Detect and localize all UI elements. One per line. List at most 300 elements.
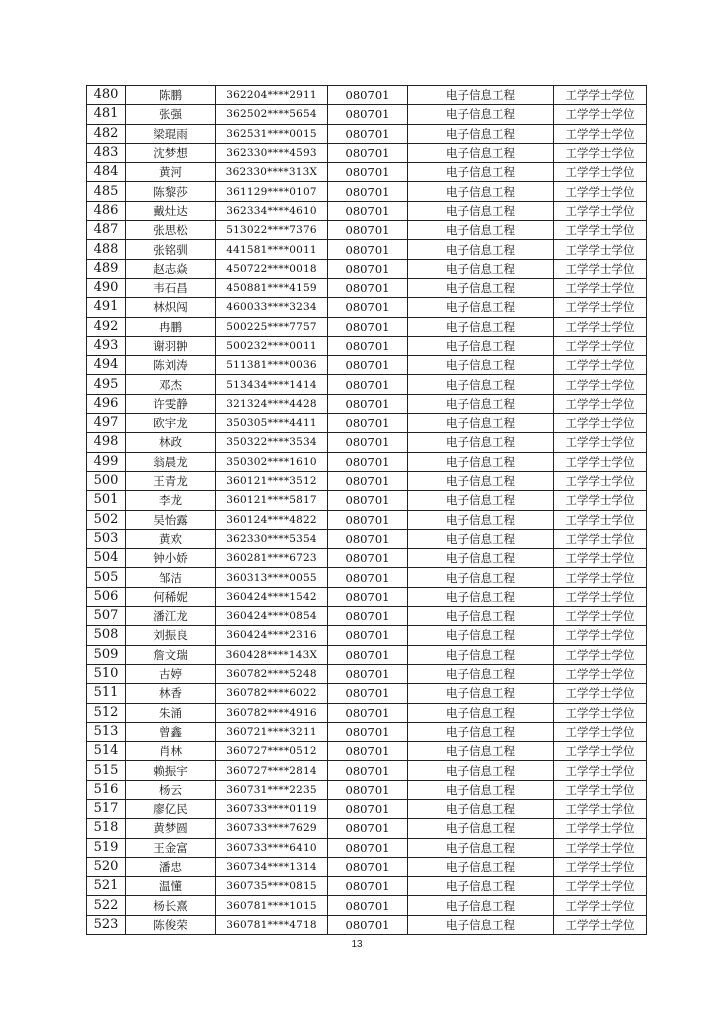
table-body xyxy=(87,86,647,935)
id-number: 362330****313X xyxy=(216,163,328,182)
degree-type: 工学学士学位 xyxy=(554,510,647,529)
student-name: 沈梦想 xyxy=(126,143,216,162)
table-row xyxy=(87,394,647,413)
row-number: 491 xyxy=(87,298,126,317)
major-name: 电子信息工程 xyxy=(408,414,554,433)
table-row xyxy=(87,336,647,355)
row-number: 498 xyxy=(87,433,126,452)
major-name: 电子信息工程 xyxy=(408,780,554,799)
table-row xyxy=(87,896,647,915)
table-row xyxy=(87,221,647,240)
table-row xyxy=(87,742,647,761)
table-row xyxy=(87,799,647,818)
degree-type: 工学学士学位 xyxy=(554,626,647,645)
table-row xyxy=(87,838,647,857)
major-name: 电子信息工程 xyxy=(408,433,554,452)
major-name: 电子信息工程 xyxy=(408,201,554,220)
degree-type: 工学学士学位 xyxy=(554,356,647,375)
major-code: 080701 xyxy=(328,607,408,626)
row-number: 486 xyxy=(87,201,126,220)
row-number: 483 xyxy=(87,143,126,162)
degree-type: 工学学士学位 xyxy=(554,780,647,799)
student-name: 赵志焱 xyxy=(126,259,216,278)
id-number: 350322****3534 xyxy=(216,433,328,452)
student-name: 廖亿民 xyxy=(126,799,216,818)
student-name: 梁琨雨 xyxy=(126,124,216,143)
major-code: 080701 xyxy=(328,201,408,220)
student-name: 张铭驯 xyxy=(126,240,216,259)
major-code: 080701 xyxy=(328,182,408,201)
degree-type: 工学学士学位 xyxy=(554,278,647,297)
student-name: 黄欢 xyxy=(126,529,216,548)
table-row xyxy=(87,645,647,664)
degree-type: 工学学士学位 xyxy=(554,684,647,703)
id-number: 350305****4411 xyxy=(216,414,328,433)
id-number: 362502****5654 xyxy=(216,105,328,124)
major-code: 080701 xyxy=(328,298,408,317)
table-row xyxy=(87,587,647,606)
student-name: 杨云 xyxy=(126,780,216,799)
row-number: 505 xyxy=(87,568,126,587)
major-name: 电子信息工程 xyxy=(408,143,554,162)
student-name: 刘振良 xyxy=(126,626,216,645)
major-name: 电子信息工程 xyxy=(408,915,554,934)
major-name: 电子信息工程 xyxy=(408,664,554,683)
table-row xyxy=(87,317,647,336)
major-name: 电子信息工程 xyxy=(408,471,554,490)
row-number: 484 xyxy=(87,163,126,182)
id-number: 360727****0512 xyxy=(216,742,328,761)
major-code: 080701 xyxy=(328,761,408,780)
id-number: 360121****5817 xyxy=(216,491,328,510)
table-row xyxy=(87,626,647,645)
major-code: 080701 xyxy=(328,664,408,683)
table-row xyxy=(87,124,647,143)
major-code: 080701 xyxy=(328,915,408,934)
id-number: 360781****4718 xyxy=(216,915,328,934)
page-number: 13 xyxy=(351,939,363,950)
major-name: 电子信息工程 xyxy=(408,877,554,896)
major-code: 080701 xyxy=(328,684,408,703)
student-name: 温懂 xyxy=(126,877,216,896)
degree-type: 工学学士学位 xyxy=(554,664,647,683)
student-name: 冉鹏 xyxy=(126,317,216,336)
degree-type: 工学学士学位 xyxy=(554,221,647,240)
student-name: 钟小娇 xyxy=(126,549,216,568)
row-number: 499 xyxy=(87,452,126,471)
major-name: 电子信息工程 xyxy=(408,568,554,587)
id-number: 360424****0854 xyxy=(216,607,328,626)
major-code: 080701 xyxy=(328,877,408,896)
major-code: 080701 xyxy=(328,317,408,336)
row-number: 504 xyxy=(87,549,126,568)
row-number: 500 xyxy=(87,471,126,490)
student-name: 李龙 xyxy=(126,491,216,510)
row-number: 503 xyxy=(87,529,126,548)
degree-type: 工学学士学位 xyxy=(554,568,647,587)
degree-type: 工学学士学位 xyxy=(554,86,647,105)
major-name: 电子信息工程 xyxy=(408,896,554,915)
id-number: 500225****7757 xyxy=(216,317,328,336)
row-number: 492 xyxy=(87,317,126,336)
degree-type: 工学学士学位 xyxy=(554,201,647,220)
student-name: 潘江龙 xyxy=(126,607,216,626)
major-code: 080701 xyxy=(328,645,408,664)
id-number: 460033****3234 xyxy=(216,298,328,317)
table-row xyxy=(87,471,647,490)
row-number: 482 xyxy=(87,124,126,143)
major-code: 080701 xyxy=(328,587,408,606)
major-name: 电子信息工程 xyxy=(408,394,554,413)
major-name: 电子信息工程 xyxy=(408,182,554,201)
id-number: 450722****0018 xyxy=(216,259,328,278)
degree-type: 工学学士学位 xyxy=(554,471,647,490)
student-name: 张思松 xyxy=(126,221,216,240)
table-row xyxy=(87,529,647,548)
student-name: 赖振宇 xyxy=(126,761,216,780)
row-number: 523 xyxy=(87,915,126,934)
major-name: 电子信息工程 xyxy=(408,857,554,876)
major-name: 电子信息工程 xyxy=(408,298,554,317)
table-row xyxy=(87,278,647,297)
row-number: 515 xyxy=(87,761,126,780)
row-number: 506 xyxy=(87,587,126,606)
row-number: 508 xyxy=(87,626,126,645)
id-number: 360735****0815 xyxy=(216,877,328,896)
major-code: 080701 xyxy=(328,780,408,799)
student-name: 林香 xyxy=(126,684,216,703)
degree-type: 工学学士学位 xyxy=(554,259,647,278)
major-name: 电子信息工程 xyxy=(408,799,554,818)
table-row xyxy=(87,143,647,162)
major-code: 080701 xyxy=(328,86,408,105)
student-name: 欧宇龙 xyxy=(126,414,216,433)
major-name: 电子信息工程 xyxy=(408,549,554,568)
student-name: 肖林 xyxy=(126,742,216,761)
student-name: 陈刘涛 xyxy=(126,356,216,375)
degree-type: 工学学士学位 xyxy=(554,375,647,394)
major-code: 080701 xyxy=(328,568,408,587)
student-name: 陈黎莎 xyxy=(126,182,216,201)
row-number: 480 xyxy=(87,86,126,105)
degree-type: 工学学士学位 xyxy=(554,529,647,548)
student-name: 张强 xyxy=(126,105,216,124)
id-number: 361129****0107 xyxy=(216,182,328,201)
table-row xyxy=(87,877,647,896)
table-row xyxy=(87,684,647,703)
degree-type: 工学学士学位 xyxy=(554,549,647,568)
degree-type: 工学学士学位 xyxy=(554,896,647,915)
student-name: 朱涌 xyxy=(126,703,216,722)
student-name: 王青龙 xyxy=(126,471,216,490)
id-number: 362330****5354 xyxy=(216,529,328,548)
degree-type: 工学学士学位 xyxy=(554,491,647,510)
student-name: 邓杰 xyxy=(126,375,216,394)
id-number: 513022****7376 xyxy=(216,221,328,240)
major-code: 080701 xyxy=(328,626,408,645)
id-number: 450881****4159 xyxy=(216,278,328,297)
major-code: 080701 xyxy=(328,722,408,741)
degree-type: 工学学士学位 xyxy=(554,607,647,626)
degree-type: 工学学士学位 xyxy=(554,336,647,355)
row-number: 485 xyxy=(87,182,126,201)
student-name: 曾鑫 xyxy=(126,722,216,741)
degree-type: 工学学士学位 xyxy=(554,163,647,182)
degree-type: 工学学士学位 xyxy=(554,703,647,722)
table-row xyxy=(87,86,647,105)
table-row xyxy=(87,857,647,876)
student-name: 古婷 xyxy=(126,664,216,683)
table-row xyxy=(87,549,647,568)
table-row xyxy=(87,915,647,934)
table-row xyxy=(87,607,647,626)
major-code: 080701 xyxy=(328,394,408,413)
row-number: 488 xyxy=(87,240,126,259)
major-name: 电子信息工程 xyxy=(408,626,554,645)
student-name: 邹洁 xyxy=(126,568,216,587)
student-name: 何稀妮 xyxy=(126,587,216,606)
row-number: 517 xyxy=(87,799,126,818)
major-name: 电子信息工程 xyxy=(408,105,554,124)
major-name: 电子信息工程 xyxy=(408,645,554,664)
row-number: 513 xyxy=(87,722,126,741)
degree-type: 工学学士学位 xyxy=(554,722,647,741)
table-row xyxy=(87,414,647,433)
degree-type: 工学学士学位 xyxy=(554,298,647,317)
row-number: 487 xyxy=(87,221,126,240)
major-name: 电子信息工程 xyxy=(408,259,554,278)
table-row xyxy=(87,819,647,838)
table-row xyxy=(87,433,647,452)
id-number: 441581****0011 xyxy=(216,240,328,259)
major-name: 电子信息工程 xyxy=(408,510,554,529)
table-row xyxy=(87,780,647,799)
row-number: 496 xyxy=(87,394,126,413)
major-code: 080701 xyxy=(328,491,408,510)
row-number: 490 xyxy=(87,278,126,297)
major-code: 080701 xyxy=(328,703,408,722)
major-name: 电子信息工程 xyxy=(408,491,554,510)
id-number: 360733****0119 xyxy=(216,799,328,818)
major-code: 080701 xyxy=(328,896,408,915)
major-code: 080701 xyxy=(328,529,408,548)
degree-type: 工学学士学位 xyxy=(554,645,647,664)
row-number: 502 xyxy=(87,510,126,529)
id-number: 511381****0036 xyxy=(216,356,328,375)
major-code: 080701 xyxy=(328,259,408,278)
degree-type: 工学学士学位 xyxy=(554,452,647,471)
id-number: 362204****2911 xyxy=(216,86,328,105)
row-number: 489 xyxy=(87,259,126,278)
major-name: 电子信息工程 xyxy=(408,742,554,761)
id-number: 350302****1610 xyxy=(216,452,328,471)
id-number: 360782****5248 xyxy=(216,664,328,683)
major-code: 080701 xyxy=(328,143,408,162)
major-name: 电子信息工程 xyxy=(408,356,554,375)
table-row xyxy=(87,356,647,375)
table-row xyxy=(87,452,647,471)
graduate-degree-table xyxy=(86,85,647,935)
major-name: 电子信息工程 xyxy=(408,317,554,336)
id-number: 500232****0011 xyxy=(216,336,328,355)
student-name: 杨长熹 xyxy=(126,896,216,915)
row-number: 510 xyxy=(87,664,126,683)
id-number: 360721****3211 xyxy=(216,722,328,741)
row-number: 522 xyxy=(87,896,126,915)
major-name: 电子信息工程 xyxy=(408,86,554,105)
table-row xyxy=(87,201,647,220)
id-number: 360733****7629 xyxy=(216,819,328,838)
id-number: 360424****2316 xyxy=(216,626,328,645)
id-number: 362334****4610 xyxy=(216,201,328,220)
degree-type: 工学学士学位 xyxy=(554,414,647,433)
table-row xyxy=(87,761,647,780)
student-name: 王金富 xyxy=(126,838,216,857)
major-name: 电子信息工程 xyxy=(408,278,554,297)
degree-type: 工学学士学位 xyxy=(554,124,647,143)
row-number: 520 xyxy=(87,857,126,876)
row-number: 493 xyxy=(87,336,126,355)
major-code: 080701 xyxy=(328,433,408,452)
row-number: 494 xyxy=(87,356,126,375)
id-number: 360734****1314 xyxy=(216,857,328,876)
student-name: 谢羽翀 xyxy=(126,336,216,355)
row-number: 481 xyxy=(87,105,126,124)
table-row xyxy=(87,105,647,124)
degree-type: 工学学士学位 xyxy=(554,587,647,606)
major-name: 电子信息工程 xyxy=(408,375,554,394)
table-row xyxy=(87,510,647,529)
student-name: 吴怡露 xyxy=(126,510,216,529)
table-row xyxy=(87,182,647,201)
major-name: 电子信息工程 xyxy=(408,529,554,548)
major-code: 080701 xyxy=(328,163,408,182)
student-name: 林政 xyxy=(126,433,216,452)
degree-type: 工学学士学位 xyxy=(554,857,647,876)
row-number: 509 xyxy=(87,645,126,664)
degree-type: 工学学士学位 xyxy=(554,742,647,761)
major-name: 电子信息工程 xyxy=(408,124,554,143)
degree-type: 工学学士学位 xyxy=(554,105,647,124)
major-code: 080701 xyxy=(328,414,408,433)
major-code: 080701 xyxy=(328,471,408,490)
major-name: 电子信息工程 xyxy=(408,684,554,703)
major-name: 电子信息工程 xyxy=(408,761,554,780)
major-code: 080701 xyxy=(328,799,408,818)
row-number: 512 xyxy=(87,703,126,722)
id-number: 362330****4593 xyxy=(216,143,328,162)
row-number: 519 xyxy=(87,838,126,857)
major-code: 080701 xyxy=(328,221,408,240)
major-code: 080701 xyxy=(328,105,408,124)
row-number: 497 xyxy=(87,414,126,433)
degree-type: 工学学士学位 xyxy=(554,761,647,780)
major-name: 电子信息工程 xyxy=(408,607,554,626)
id-number: 360428****143X xyxy=(216,645,328,664)
major-code: 080701 xyxy=(328,452,408,471)
id-number: 513434****1414 xyxy=(216,375,328,394)
degree-type: 工学学士学位 xyxy=(554,394,647,413)
table-row xyxy=(87,722,647,741)
degree-type: 工学学士学位 xyxy=(554,915,647,934)
student-name: 许雯静 xyxy=(126,394,216,413)
table-row xyxy=(87,259,647,278)
row-number: 501 xyxy=(87,491,126,510)
major-code: 080701 xyxy=(328,240,408,259)
student-name: 潘忠 xyxy=(126,857,216,876)
major-name: 电子信息工程 xyxy=(408,221,554,240)
row-number: 511 xyxy=(87,684,126,703)
major-code: 080701 xyxy=(328,838,408,857)
row-number: 514 xyxy=(87,742,126,761)
student-name: 黄梦圆 xyxy=(126,819,216,838)
major-name: 电子信息工程 xyxy=(408,452,554,471)
major-code: 080701 xyxy=(328,375,408,394)
id-number: 362531****0015 xyxy=(216,124,328,143)
degree-type: 工学学士学位 xyxy=(554,838,647,857)
major-name: 电子信息工程 xyxy=(408,819,554,838)
table-row xyxy=(87,491,647,510)
major-code: 080701 xyxy=(328,124,408,143)
student-name: 陈俊荣 xyxy=(126,915,216,934)
student-name: 黄河 xyxy=(126,163,216,182)
table-row xyxy=(87,375,647,394)
id-number: 321324****4428 xyxy=(216,394,328,413)
degree-type: 工学学士学位 xyxy=(554,317,647,336)
major-name: 电子信息工程 xyxy=(408,703,554,722)
major-code: 080701 xyxy=(328,549,408,568)
degree-type: 工学学士学位 xyxy=(554,799,647,818)
table-row xyxy=(87,664,647,683)
table-row xyxy=(87,298,647,317)
row-number: 495 xyxy=(87,375,126,394)
major-code: 080701 xyxy=(328,742,408,761)
major-name: 电子信息工程 xyxy=(408,587,554,606)
id-number: 360733****6410 xyxy=(216,838,328,857)
major-code: 080701 xyxy=(328,857,408,876)
id-number: 360281****6723 xyxy=(216,549,328,568)
degree-type: 工学学士学位 xyxy=(554,240,647,259)
id-number: 360782****6022 xyxy=(216,684,328,703)
table-row xyxy=(87,568,647,587)
degree-type: 工学学士学位 xyxy=(554,182,647,201)
id-number: 360424****1542 xyxy=(216,587,328,606)
major-name: 电子信息工程 xyxy=(408,163,554,182)
student-name: 詹文瑞 xyxy=(126,645,216,664)
degree-type: 工学学士学位 xyxy=(554,143,647,162)
major-code: 080701 xyxy=(328,278,408,297)
major-name: 电子信息工程 xyxy=(408,722,554,741)
degree-type: 工学学士学位 xyxy=(554,877,647,896)
id-number: 360731****2235 xyxy=(216,780,328,799)
id-number: 360782****4916 xyxy=(216,703,328,722)
id-number: 360313****0055 xyxy=(216,568,328,587)
table-row xyxy=(87,703,647,722)
row-number: 518 xyxy=(87,819,126,838)
id-number: 360121****3512 xyxy=(216,471,328,490)
id-number: 360781****1015 xyxy=(216,896,328,915)
major-code: 080701 xyxy=(328,510,408,529)
id-number: 360124****4822 xyxy=(216,510,328,529)
table-row xyxy=(87,163,647,182)
student-name: 林炽闯 xyxy=(126,298,216,317)
row-number: 521 xyxy=(87,877,126,896)
table-row xyxy=(87,240,647,259)
degree-type: 工学学士学位 xyxy=(554,819,647,838)
major-code: 080701 xyxy=(328,356,408,375)
major-name: 电子信息工程 xyxy=(408,838,554,857)
student-name: 戴灶达 xyxy=(126,201,216,220)
